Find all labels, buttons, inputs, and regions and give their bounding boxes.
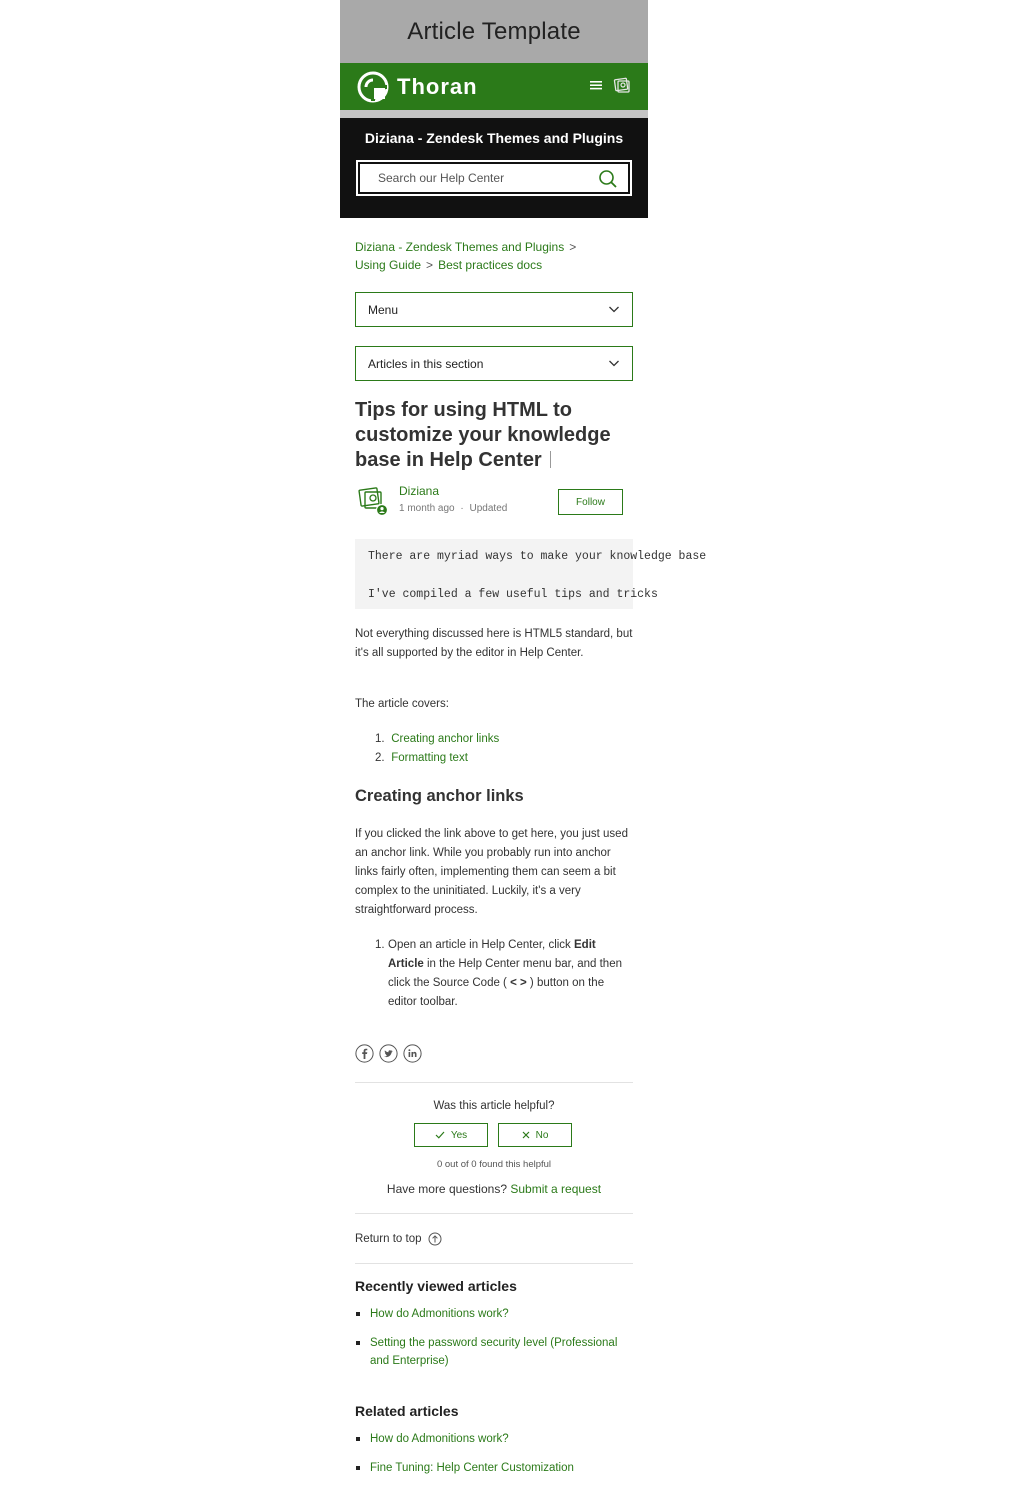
toc-item <box>375 749 633 768</box>
header-divider <box>340 110 648 118</box>
menu-dropdown-label: Menu <box>368 302 399 317</box>
recently-viewed-list <box>355 1305 633 1370</box>
hero-title: Diziana - Zendesk Themes and Plugins <box>364 130 624 146</box>
toc-link-formatting-text[interactable]: Formatting text <box>391 752 468 764</box>
search-box <box>356 160 632 196</box>
instruction-step <box>375 936 633 1012</box>
linkedin-icon[interactable] <box>403 1044 422 1063</box>
step-number: 1. <box>375 939 385 951</box>
step-text <box>388 936 633 1012</box>
facebook-icon[interactable] <box>355 1044 374 1063</box>
search-icon[interactable] <box>598 169 618 189</box>
posted-time: 1 month ago <box>399 503 455 514</box>
list-item <box>355 1430 633 1448</box>
more-questions-text: Have more questions? <box>386 1182 507 1196</box>
header-icons <box>589 76 631 94</box>
close-icon <box>522 1131 530 1139</box>
divider <box>355 1263 633 1264</box>
code-line: I've compiled a few useful tips and tricks <box>368 588 658 601</box>
list-item <box>355 1459 633 1477</box>
return-to-top-label: Return to top <box>355 1233 422 1245</box>
search-field <box>360 164 628 192</box>
toc-number: 1. <box>375 733 385 745</box>
updated-label: Updated <box>469 503 508 514</box>
author-name[interactable]: Diziana <box>399 484 440 498</box>
author-avatar-icon[interactable] <box>357 484 389 516</box>
twitter-icon[interactable] <box>379 1044 398 1063</box>
vote-yes-label: Yes <box>450 1129 468 1141</box>
covers-label: The article covers: <box>355 698 449 710</box>
toc-link-anchor-links[interactable]: Creating anchor links <box>391 733 500 745</box>
arrow-up-circle-icon <box>428 1232 442 1246</box>
divider <box>355 1082 633 1083</box>
section-articles-dropdown[interactable] <box>355 346 633 381</box>
code-block <box>355 539 707 609</box>
submit-request-link[interactable]: Submit a request <box>510 1182 602 1196</box>
hamburger-menu-icon[interactable] <box>589 79 603 91</box>
related-article-link[interactable]: Fine Tuning: Help Center Customization <box>370 1462 574 1474</box>
recently-viewed-heading: Recently viewed articles <box>355 1278 517 1294</box>
thoran-logo-icon[interactable] <box>357 71 389 103</box>
breadcrumb-link-home[interactable]: Diziana - Zendesk Themes and Plugins <box>355 240 565 254</box>
user-avatar-icon[interactable] <box>613 76 631 94</box>
code-line: There are myriad ways to make your knowledge base <box>368 550 707 563</box>
related-article-link[interactable]: How do Admonitions work? <box>370 1433 509 1445</box>
breadcrumb-link-section[interactable]: Best practices docs <box>438 258 543 272</box>
section-paragraph: If you clicked the link above to get here, you just used an anchor link. While you probably run into anchor links fairly often, implementing them can seem a bit complex to the uninitiated. Luckily, it's a very straightforward process. <box>355 828 628 916</box>
vote-count: 0 out of 0 found this helpful <box>436 1159 552 1170</box>
step-text-part: in the Help Center menu bar, and then click the Source Code ( <box>388 958 622 989</box>
divider <box>355 1213 633 1214</box>
template-banner-title: Article Template <box>407 17 581 45</box>
social-share <box>355 1044 422 1063</box>
breadcrumb-separator: > <box>426 258 434 272</box>
meta-dot: · <box>460 503 464 514</box>
chevron-down-icon <box>608 358 620 368</box>
breadcrumb <box>355 238 633 274</box>
menu-dropdown[interactable] <box>355 292 633 327</box>
step-bold-source-code: < > <box>510 977 527 989</box>
bullet <box>356 1341 360 1345</box>
step-text-part: Open an article in Help Center, click <box>388 939 575 951</box>
vote-yes-button[interactable] <box>414 1123 488 1147</box>
toc-item <box>375 730 633 749</box>
recent-article-link[interactable]: How do Admonitions work? <box>370 1308 509 1320</box>
article-author <box>355 482 633 518</box>
chevron-down-icon <box>608 304 620 314</box>
related-articles-heading: Related articles <box>355 1403 459 1419</box>
list-item <box>355 1305 633 1323</box>
hero-section <box>340 118 648 218</box>
return-to-top-link[interactable] <box>355 1232 442 1246</box>
related-articles-list <box>355 1430 633 1477</box>
section-heading: Creating anchor links <box>355 787 524 805</box>
search-input[interactable] <box>378 171 578 185</box>
template-banner <box>340 0 648 63</box>
step-bold-edit-article: Edit Article <box>388 939 596 970</box>
breadcrumb-link-guide[interactable]: Using Guide <box>355 258 422 272</box>
title-caret <box>550 451 551 468</box>
check-icon <box>435 1131 445 1139</box>
bullet <box>356 1437 360 1441</box>
article-title <box>355 398 633 473</box>
breadcrumb-separator: > <box>569 240 577 254</box>
bullet <box>356 1312 360 1316</box>
vote-no-label: No <box>535 1129 549 1141</box>
intro-paragraph: Not everything discussed here is HTML5 standard, but it's all supported by the editor in Help Center. <box>355 628 633 659</box>
brand-name[interactable]: Thoran <box>397 73 478 99</box>
helpful-question: Was this article helpful? <box>433 1100 555 1112</box>
more-questions <box>355 1182 633 1196</box>
bullet <box>356 1466 360 1470</box>
mobile-frame <box>340 0 707 1498</box>
toc-list <box>375 730 633 768</box>
article-meta <box>399 503 507 514</box>
follow-button[interactable]: Follow <box>558 489 623 515</box>
step-text-part: ) button on the editor toolbar. <box>388 977 605 1008</box>
list-item <box>355 1334 633 1370</box>
section-dropdown-label: Articles in this section <box>368 356 484 371</box>
recent-article-link[interactable]: Setting the password security level (Professional and Enterprise) <box>370 1337 618 1367</box>
article-title-text: Tips for using HTML to customize your knowledge base in Help Center <box>355 399 611 471</box>
site-header <box>340 63 648 110</box>
vote-no-button[interactable] <box>498 1123 572 1147</box>
toc-number: 2. <box>375 752 385 764</box>
